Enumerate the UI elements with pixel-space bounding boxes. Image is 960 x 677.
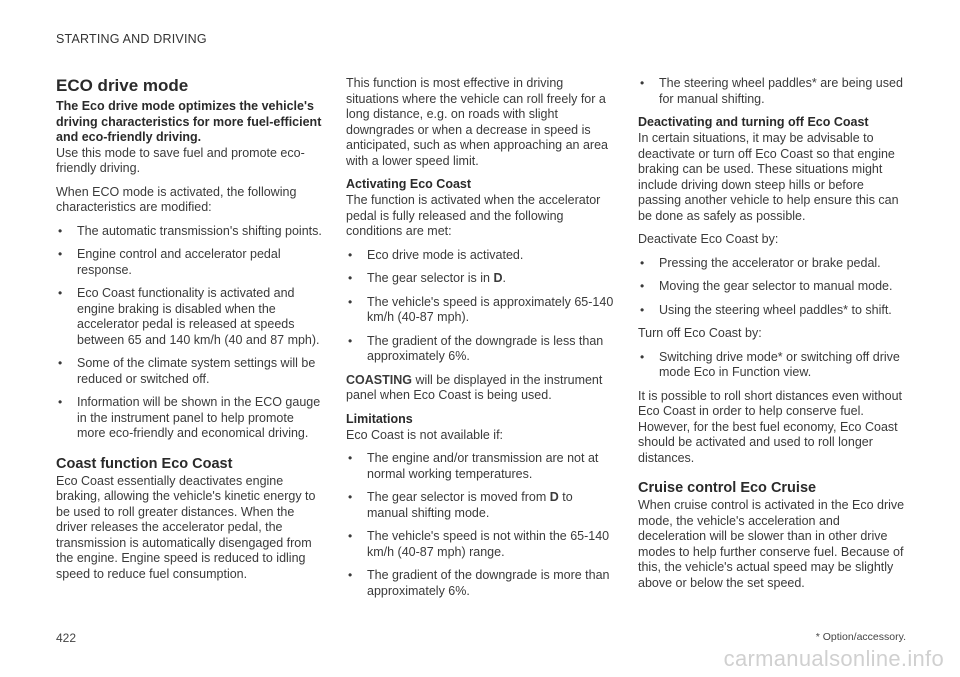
coasting-label: COASTING [346, 372, 412, 387]
list-item: • Eco drive mode is activated. [346, 248, 614, 264]
list-item-text: The gear selector is moved from [367, 490, 550, 504]
subheading-deactivating: Deactivating and turning off Eco Coast [638, 115, 869, 129]
list-item-text: to manual shifting mode. [367, 490, 573, 520]
deactivate-list [638, 256, 906, 319]
list-item [346, 271, 614, 287]
page-number: 422 [56, 631, 77, 645]
limitations-list-continued [638, 76, 906, 107]
list-item: • Moving the gear selector to manual mode. [638, 279, 906, 295]
paragraph: The function is activated when the accelerator pedal is fully released and the following conditions are met: [346, 193, 601, 238]
lead-paragraph: The Eco drive mode optimizes the vehicle's driving characteristics for more fuel-efficient and eco-friendly driving. [56, 99, 322, 144]
list-item: • Some of the climate system settings will be reduced or switched off. [56, 356, 324, 387]
list-item: • Engine control and accelerator pedal response. [56, 247, 324, 278]
column-middle [346, 76, 614, 607]
gear-letter: D [549, 490, 559, 504]
paragraph: Use this mode to save fuel and promote eco-friendly driving. [56, 145, 305, 175]
list-item: • Eco Coast functionality is activated and engine braking is disabled when the accelerator pedal is released at speeds between 65 and 140 km/h (40 and 87 mph). [56, 286, 324, 348]
column-left [56, 76, 324, 590]
paragraph [346, 373, 614, 404]
paragraph: This function is most effective in driving situations where the vehicle can roll freely for a long distance, e.g. on roads with slight downgrades or when a decrease in speed is anticipated, such as when approaching an area with a lower speed limit. [346, 76, 608, 168]
paragraph: Eco Coast is not available if: [346, 427, 504, 442]
list-item: • The automatic transmission's shifting points. [56, 224, 324, 240]
list-item: • Using the steering wheel paddles* to shift. [638, 303, 906, 319]
paragraph-text: will be displayed in the instrument panel when Eco Coast is being used. [346, 372, 603, 402]
section-title: ECO drive mode [56, 76, 189, 95]
activation-conditions-list [346, 248, 614, 365]
list-item: • The engine and/or transmission are not at normal working temperatures. [346, 451, 614, 482]
list-item: • The vehicle's speed is approximately 65-140 km/h (40-87 mph). [346, 295, 614, 326]
column-right [638, 76, 906, 599]
subheading-activating: Activating Eco Coast [346, 177, 472, 191]
section-heading-eco-coast: Coast function Eco Coast [56, 455, 233, 472]
subheading-limitations: Limitations [346, 411, 413, 426]
list-item: • Pressing the accelerator or brake pedal. [638, 256, 906, 272]
list-item-text: . [502, 271, 506, 285]
list-item [346, 490, 614, 521]
list-item: • The gradient of the downgrade is less than approximately 6%. [346, 334, 614, 365]
paragraph: When cruise control is activated in the Eco drive mode, the vehicle's acceleration and deceleration will be slower than in other drive modes to help further conserve fuel. Because of this, the vehicle's actual speed may be slightly above or below the set speed. [638, 498, 905, 590]
paragraph: In certain situations, it may be advisable to deactivate or turn off Eco Coast so that engine braking can be used. These situations might include driving down steep hills or before passing another vehicle to help ensure this can be done as safely as possible. [638, 131, 899, 223]
page-header: STARTING AND DRIVING [56, 32, 207, 46]
list-item-text: The gear selector is in [367, 271, 494, 285]
paragraph: Eco Coast essentially deactivates engine braking, allowing the vehicle's kinetic energy to be used to roll greater distances. When the driver releases the accelerator pedal, the transmission is automatically disengaged from the engine. Engine speed is reduced to idling speed to reduce fuel consumption. [56, 473, 316, 581]
limitations-list [346, 451, 614, 599]
paragraph: Turn off Eco Coast by: [638, 326, 762, 340]
list-item: • Information will be shown in the ECO gauge in the instrument panel to help promote more eco-friendly and economical driving. [56, 395, 324, 442]
list-item: • The vehicle's speed is not within the 65-140 km/h (40-87 mph) range. [346, 529, 614, 560]
list-item: • The steering wheel paddles* are being used for manual shifting. [638, 76, 906, 107]
watermark-text: carmanualsonline.info [723, 646, 944, 671]
paragraph: Deactivate Eco Coast by: [638, 232, 779, 246]
footnote: * Option/accessory. [815, 631, 906, 643]
characteristics-list [56, 224, 324, 442]
paragraph: It is possible to roll short distances even without Eco Coast in order to help conserve fuel. However, for the best fuel economy, Eco Coast should be activated and used to roll longer distances. [638, 388, 903, 465]
turnoff-list [638, 350, 906, 381]
section-heading-eco-cruise: Cruise control Eco Cruise [638, 480, 817, 496]
paragraph: When ECO mode is activated, the following characteristics are modified: [56, 184, 297, 214]
gear-letter: D [493, 271, 503, 285]
list-item: • Switching drive mode* or switching off drive mode Eco in Function view. [638, 350, 906, 381]
list-item: • The gradient of the downgrade is more than approximately 6%. [346, 568, 614, 599]
